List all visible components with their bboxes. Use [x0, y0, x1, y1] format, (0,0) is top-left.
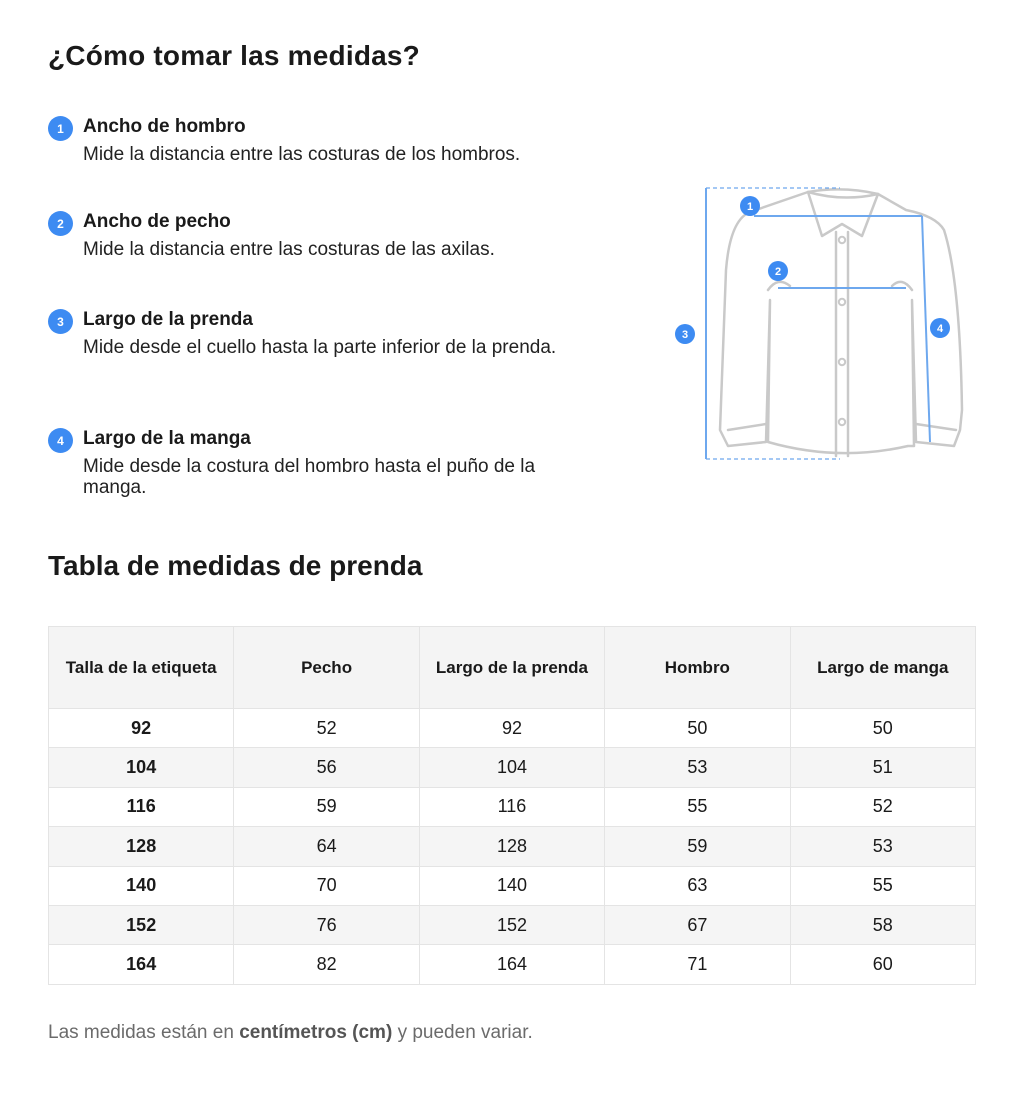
marker-label: 3 — [681, 329, 689, 341]
cell-chest: 64 — [234, 827, 419, 866]
shirt-buttons — [839, 237, 845, 425]
cell-sleeve: 53 — [790, 827, 975, 866]
marker-label: 2 — [774, 266, 782, 278]
cell-sleeve: 60 — [790, 945, 975, 984]
cell-length: 164 — [419, 945, 604, 984]
cell-size: 116 — [49, 787, 234, 826]
header-size-label: Talla de la etiqueta — [49, 627, 234, 709]
cell-size: 92 — [49, 709, 234, 748]
cell-shoulder: 53 — [605, 748, 790, 787]
table-row — [49, 748, 976, 787]
table-row — [49, 945, 976, 984]
header-shoulder: Hombro — [605, 627, 790, 709]
footnote-unit: centímetros (cm) — [239, 1022, 393, 1043]
cell-sleeve: 51 — [790, 748, 975, 787]
cell-shoulder: 67 — [605, 905, 790, 944]
marker-3 — [675, 324, 695, 344]
cell-length: 92 — [419, 709, 604, 748]
step-description: Mide desde la costura del hombro hasta el puño de la manga. — [83, 456, 536, 498]
header-garment-length: Largo de la prenda — [419, 627, 604, 709]
cell-length: 116 — [419, 787, 604, 826]
header-chest: Pecho — [234, 627, 419, 709]
measurement-lines — [706, 188, 930, 459]
cell-length: 104 — [419, 748, 604, 787]
table-row — [49, 905, 976, 944]
step-title: Ancho de hombro — [83, 116, 246, 137]
cell-sleeve: 52 — [790, 787, 975, 826]
marker-label: 1 — [746, 201, 754, 213]
cell-chest: 52 — [234, 709, 419, 748]
cell-chest: 70 — [234, 866, 419, 905]
footnote-text-end: y pueden variar. — [392, 1022, 533, 1043]
table-row — [49, 709, 976, 748]
table-row — [49, 787, 976, 826]
cell-sleeve: 55 — [790, 866, 975, 905]
header-sleeve-length: Largo de manga — [790, 627, 975, 709]
size-table — [48, 626, 976, 985]
cell-length: 128 — [419, 827, 604, 866]
size-table-body — [49, 709, 976, 985]
cell-size: 128 — [49, 827, 234, 866]
marker-1 — [740, 196, 760, 216]
step-description: Mide desde el cuello hasta la parte inferior de la prenda. — [83, 337, 557, 358]
shirt-measurement-diagram — [668, 180, 968, 470]
cell-sleeve: 50 — [790, 709, 975, 748]
step-title: Ancho de pecho — [83, 211, 231, 232]
guide-title: ¿Cómo tomar las medidas? — [48, 40, 420, 71]
table-header-row — [49, 627, 976, 709]
step-garment-length — [48, 307, 568, 358]
step-title: Largo de la prenda — [83, 309, 253, 330]
cell-chest: 56 — [234, 748, 419, 787]
step-description: Mide la distancia entre las costuras de los hombros. — [83, 144, 521, 165]
cell-chest: 76 — [234, 905, 419, 944]
footnote-text-start: Las medidas están en — [48, 1022, 240, 1043]
cell-size: 140 — [49, 866, 234, 905]
step-number-badge: 1 — [48, 116, 73, 141]
cell-shoulder: 63 — [605, 866, 790, 905]
marker-2 — [768, 261, 788, 281]
step-shoulder-width — [48, 114, 568, 165]
cell-shoulder: 59 — [605, 827, 790, 866]
cell-size: 104 — [49, 748, 234, 787]
cell-length: 140 — [419, 866, 604, 905]
step-number-badge: 2 — [48, 211, 73, 236]
step-number-badge: 3 — [48, 309, 73, 334]
cell-size: 164 — [49, 945, 234, 984]
cell-chest: 82 — [234, 945, 419, 984]
cell-length: 152 — [419, 905, 604, 944]
step-number-badge: 4 — [48, 428, 73, 453]
table-row — [49, 827, 976, 866]
cell-shoulder: 55 — [605, 787, 790, 826]
size-table-title: Tabla de medidas de prenda — [48, 550, 423, 581]
cell-chest: 59 — [234, 787, 419, 826]
cell-shoulder: 50 — [605, 709, 790, 748]
cell-sleeve: 58 — [790, 905, 975, 944]
step-title: Largo de la manga — [83, 428, 251, 449]
cell-shoulder: 71 — [605, 945, 790, 984]
step-chest-width — [48, 209, 568, 260]
marker-label: 4 — [936, 323, 944, 335]
units-footnote — [48, 1022, 533, 1044]
step-sleeve-length — [48, 426, 568, 498]
cell-size: 152 — [49, 905, 234, 944]
table-row — [49, 866, 976, 905]
marker-4 — [930, 318, 950, 338]
step-description: Mide la distancia entre las costuras de las axilas. — [83, 239, 495, 260]
